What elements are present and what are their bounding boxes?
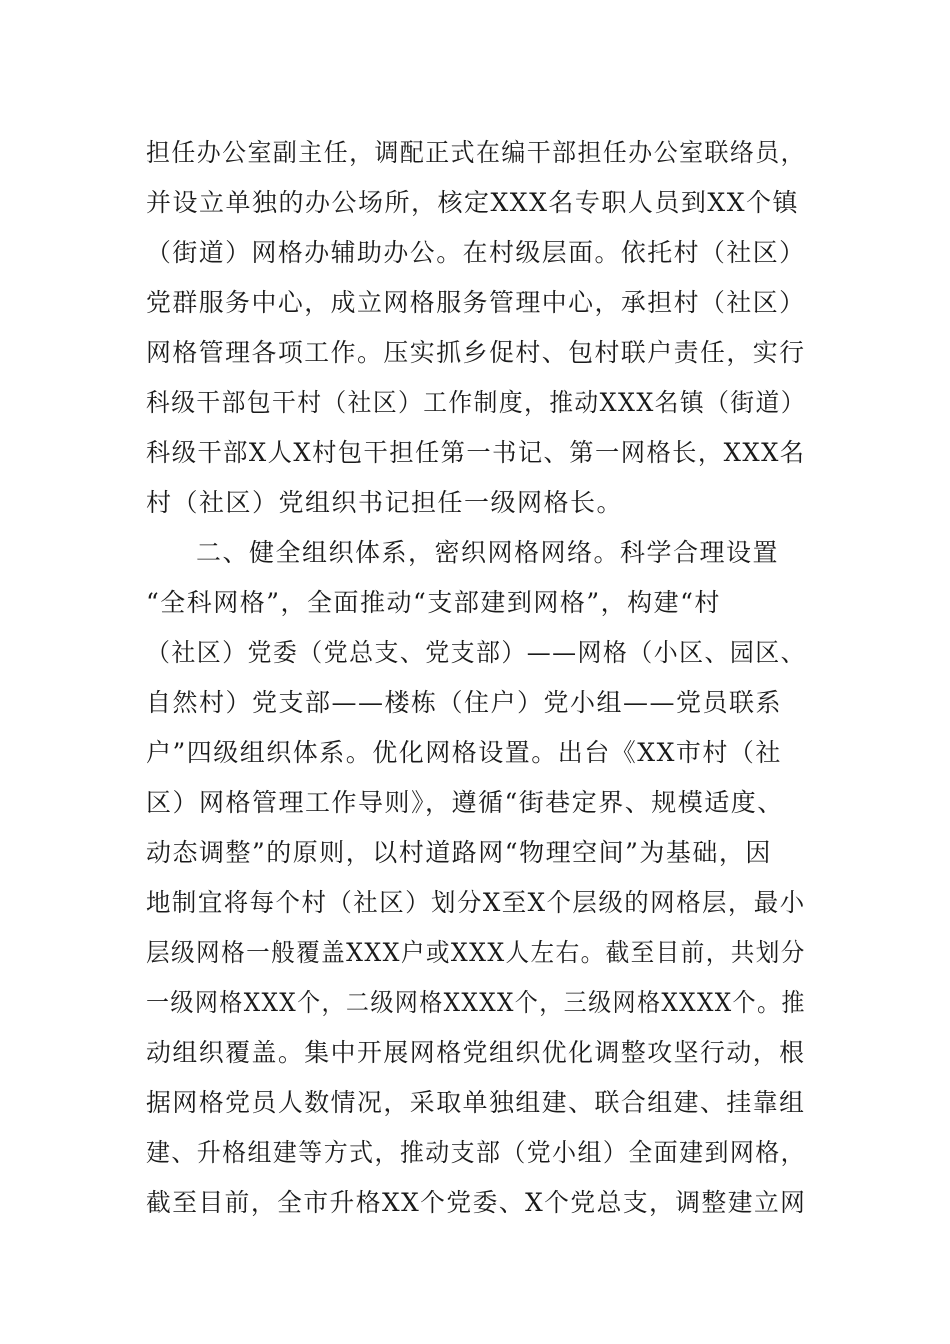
text-line: 截至目前，全市升格XX个党委、X个党总支，调整建立网: [146, 1188, 807, 1217]
text-line: 区）网格管理工作导则》，遵循“街巷定界、规模适度、: [146, 788, 784, 817]
text-line: 据网格党员人数情况，采取单独组建、联合组建、挂靠组: [146, 1088, 806, 1117]
text-line: 户”四级组织体系。优化网格设置。出台《XX市村（社: [146, 738, 782, 767]
text-line: 担任办公室副主任，调配正式在编干部担任办公室联络员，: [146, 138, 807, 167]
text-line: 一级网格XXX个，二级网格XXXX个，三级网格XXXX个。推: [146, 988, 806, 1017]
section-heading-line: 二、健全组织体系，密织网格网络。科学合理设置: [196, 538, 780, 567]
text-line: 科级干部X人X村包干担任第一书记、第一网格长，XXX名: [146, 438, 806, 467]
text-line: 层级网格一般覆盖XXX户或XXX人左右。截至目前，共划分: [146, 938, 806, 967]
text-line: 科级干部包干村（社区）工作制度，推动XXX名镇（街道）: [146, 388, 806, 417]
text-line: （街道）网格办辅助办公。在村级层面。依托村（社区）: [146, 238, 806, 267]
text-line: 村（社区）党组织书记担任一级网格长。: [146, 488, 624, 517]
text-line: 动态调整”的原则，以村道路网“物理空间”为基础，因: [146, 838, 772, 867]
text-line: 网格管理各项工作。压实抓乡促村、包村联户责任，实行: [146, 338, 806, 367]
text-line: 地制宜将每个村（社区）划分X至X个层级的网格层，最小: [146, 888, 806, 917]
text-line: （社区）党委（党总支、党支部）——网格（小区、园区、: [146, 638, 807, 667]
text-line: 并设立单独的办公场所，核定XXX名专职人员到XX个镇: [146, 188, 799, 217]
text-line: 党群服务中心，成立网格服务管理中心，承担村（社区）: [146, 288, 806, 317]
text-line: 自然村）党支部——楼栋（住户）党小组——党员联系: [146, 688, 783, 717]
text-line: 动组织覆盖。集中开展网格党组织优化调整攻坚行动，根: [146, 1038, 806, 1067]
text-line: 建、升格组建等方式，推动支部（党小组）全面建到网格，: [146, 1138, 807, 1167]
text-line: “全科网格”，全面推动“支部建到网格”，构建“村: [146, 588, 721, 617]
